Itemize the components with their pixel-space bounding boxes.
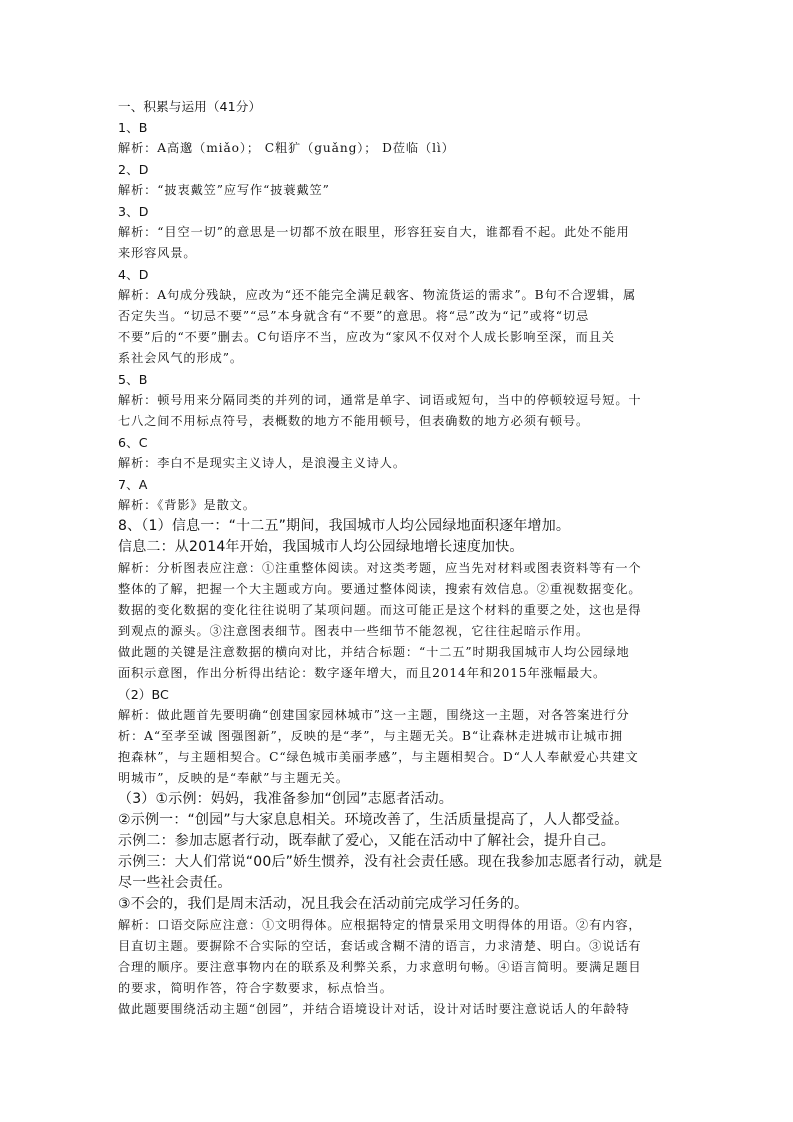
q4-answer: 4、D (118, 267, 149, 282)
q8-3-analysis-line: 目直切主题。要摒除不合实际的空话，套话或含糊不清的语言，力求清楚、明白。③说话有 (118, 939, 642, 953)
q4-analysis-line: 解析：A句成分残缺，应改为“还不能完全满足载客、物流货运的需求”。B句不合逻辑，属 (118, 288, 637, 302)
q8-1-analysis-line: 整体的了解，把握一个大主题或方向。要通过整体阅读，搜索有效信息。②重视数据变化。 (118, 582, 642, 596)
q8-1-analysis-line: 到观点的源头。③注意图表细节。图表中一些细节不能忽视，它往往起暗示作用。 (118, 624, 590, 638)
q5-analysis-line: 解析：顿号用来分隔同类的并列的词，通常是单字、词语或短句，当中的停顿较逗号短。十 (118, 393, 642, 407)
q8-3-example: ③不会的，我们是周末活动，况且我会在活动前完成学习任务的。 (118, 896, 529, 912)
answer-document (118, 96, 678, 1020)
q3-analysis-line: 解析：“目空一切”的意思是一切都不放在眼里，形容狂妄自大，谁都看不起。此处不能用 (118, 225, 630, 239)
q8-2-answer: （2）BC (118, 687, 169, 702)
q5-answer: 5、B (118, 372, 148, 387)
q8-1-info-one: 8、（1）信息一：“十二五”期间，我国城市人均公园绿地面积逐年增加。 (118, 518, 571, 534)
q1-analysis: 解析：A高邈（miǎo）； C粗犷（guǎng）； D莅临（lì） (118, 141, 455, 155)
q6-answer: 6、C (118, 435, 148, 450)
q2-analysis: 解析：“披衷戴笠”应写作“披蓑戴笠” (118, 183, 330, 197)
q8-1-info-two: 信息二：从2014年开始，我国城市人均公园绿地增长速度加快。 (118, 539, 524, 555)
q8-3-analysis-line: 的要求，简明作答，符合字数要求，标点恰当。 (118, 981, 393, 995)
q7-analysis: 解析：《背影》是散文。 (118, 498, 256, 512)
q8-2-analysis-line: 解析：做此题首先要明确“创建国家园林城市”这一主题，围绕这一主题，对各答案进行分 (118, 708, 630, 722)
q8-3-example: （3）①示例：妈妈，我准备参加“创园”志愿者活动。 (118, 791, 453, 807)
q8-2-analysis-line: 析：A“至孝至诚 图强图新”，反映的是“孝”，与主题无关。B“让森林走进城市让城市拥 (118, 729, 623, 743)
q8-3-example: 示例三：大人们常说“00后”娇生惯养，没有社会责任感。现在我参加志愿者行动，就是 (118, 854, 663, 870)
q8-3-example: 尽一些社会责任。 (118, 875, 232, 891)
q7-answer: 7、A (118, 477, 148, 492)
q2-answer: 2、D (118, 162, 149, 177)
q1-answer: 1、B (118, 120, 148, 135)
q3-analysis-line: 来形容风景。 (118, 246, 197, 260)
q4-analysis-line: 不要”后的“不要”删去。C句语序不当，应改为“家风不仅对个人成长影响至深，而且关 (118, 330, 615, 344)
q8-2-analysis-line: 明城市”，反映的是“奉献”与主题无关。 (118, 771, 349, 785)
q8-1-analysis-line: 做此题的关键是注意数据的横向对比，并结合标题：“十二五”时期我国城市人均公园绿地 (118, 645, 630, 659)
section-title: 一、积累与运用（41分） (118, 99, 262, 114)
q8-2-analysis-line: 抱森林”，与主题相契合。C“绿色城市美丽孝感”，与主题相契合。D“人人奉献爱心共建文 (118, 750, 639, 764)
q5-analysis-line: 七八之间不用标点符号，表概数的地方不能用顿号，但表确数的地方必须有顿号。 (118, 414, 590, 428)
q8-1-analysis-line: 面积示意图，作出分析得出结论：数字逐年增大，而且2014年和2015年涨幅最大。 (118, 666, 607, 680)
q4-analysis-line: 否定失当。“切忌不要”“忌”本身就含有“不要”的意思。将“忌”改为“记”或将“切忌 (118, 309, 590, 323)
q3-answer: 3、D (118, 204, 149, 219)
q8-3-analysis-line: 做此题要围绕活动主题“创园”，并结合语境设计对话，设计对话时要注意说话人的年龄特 (118, 1002, 630, 1016)
q8-3-example: ②示例一：“创园”与大家息息相关。环境改善了，生活质量提高了，人人都受益。 (118, 812, 629, 828)
q8-1-analysis-line: 数据的变化数据的变化往往说明了某项问题。而这可能正是这个材料的重要之处，这也是得 (118, 603, 642, 617)
q8-3-analysis-line: 解析：口语交际应注意：①文明得体。应根据特定的情景采用文明得体的用语。②有内容， (118, 918, 642, 932)
q4-analysis-line: 系社会风气的形成”。 (118, 351, 243, 365)
q6-analysis: 解析：李白不是现实主义诗人，是浪漫主义诗人。 (118, 456, 406, 470)
q8-3-analysis-line: 合理的顺序。要注意事物内在的联系及利弊关系，力求意明句畅。④语言简明。要满足题目 (118, 960, 642, 974)
q8-1-analysis-line: 解析：分析图表应注意：①注重整体阅读。对这类考题，应当先对材料或图表资料等有一个 (118, 561, 642, 575)
q8-3-example: 示例二：参加志愿者行动，既奉献了爱心，又能在活动中了解社会，提升自己。 (118, 833, 615, 849)
